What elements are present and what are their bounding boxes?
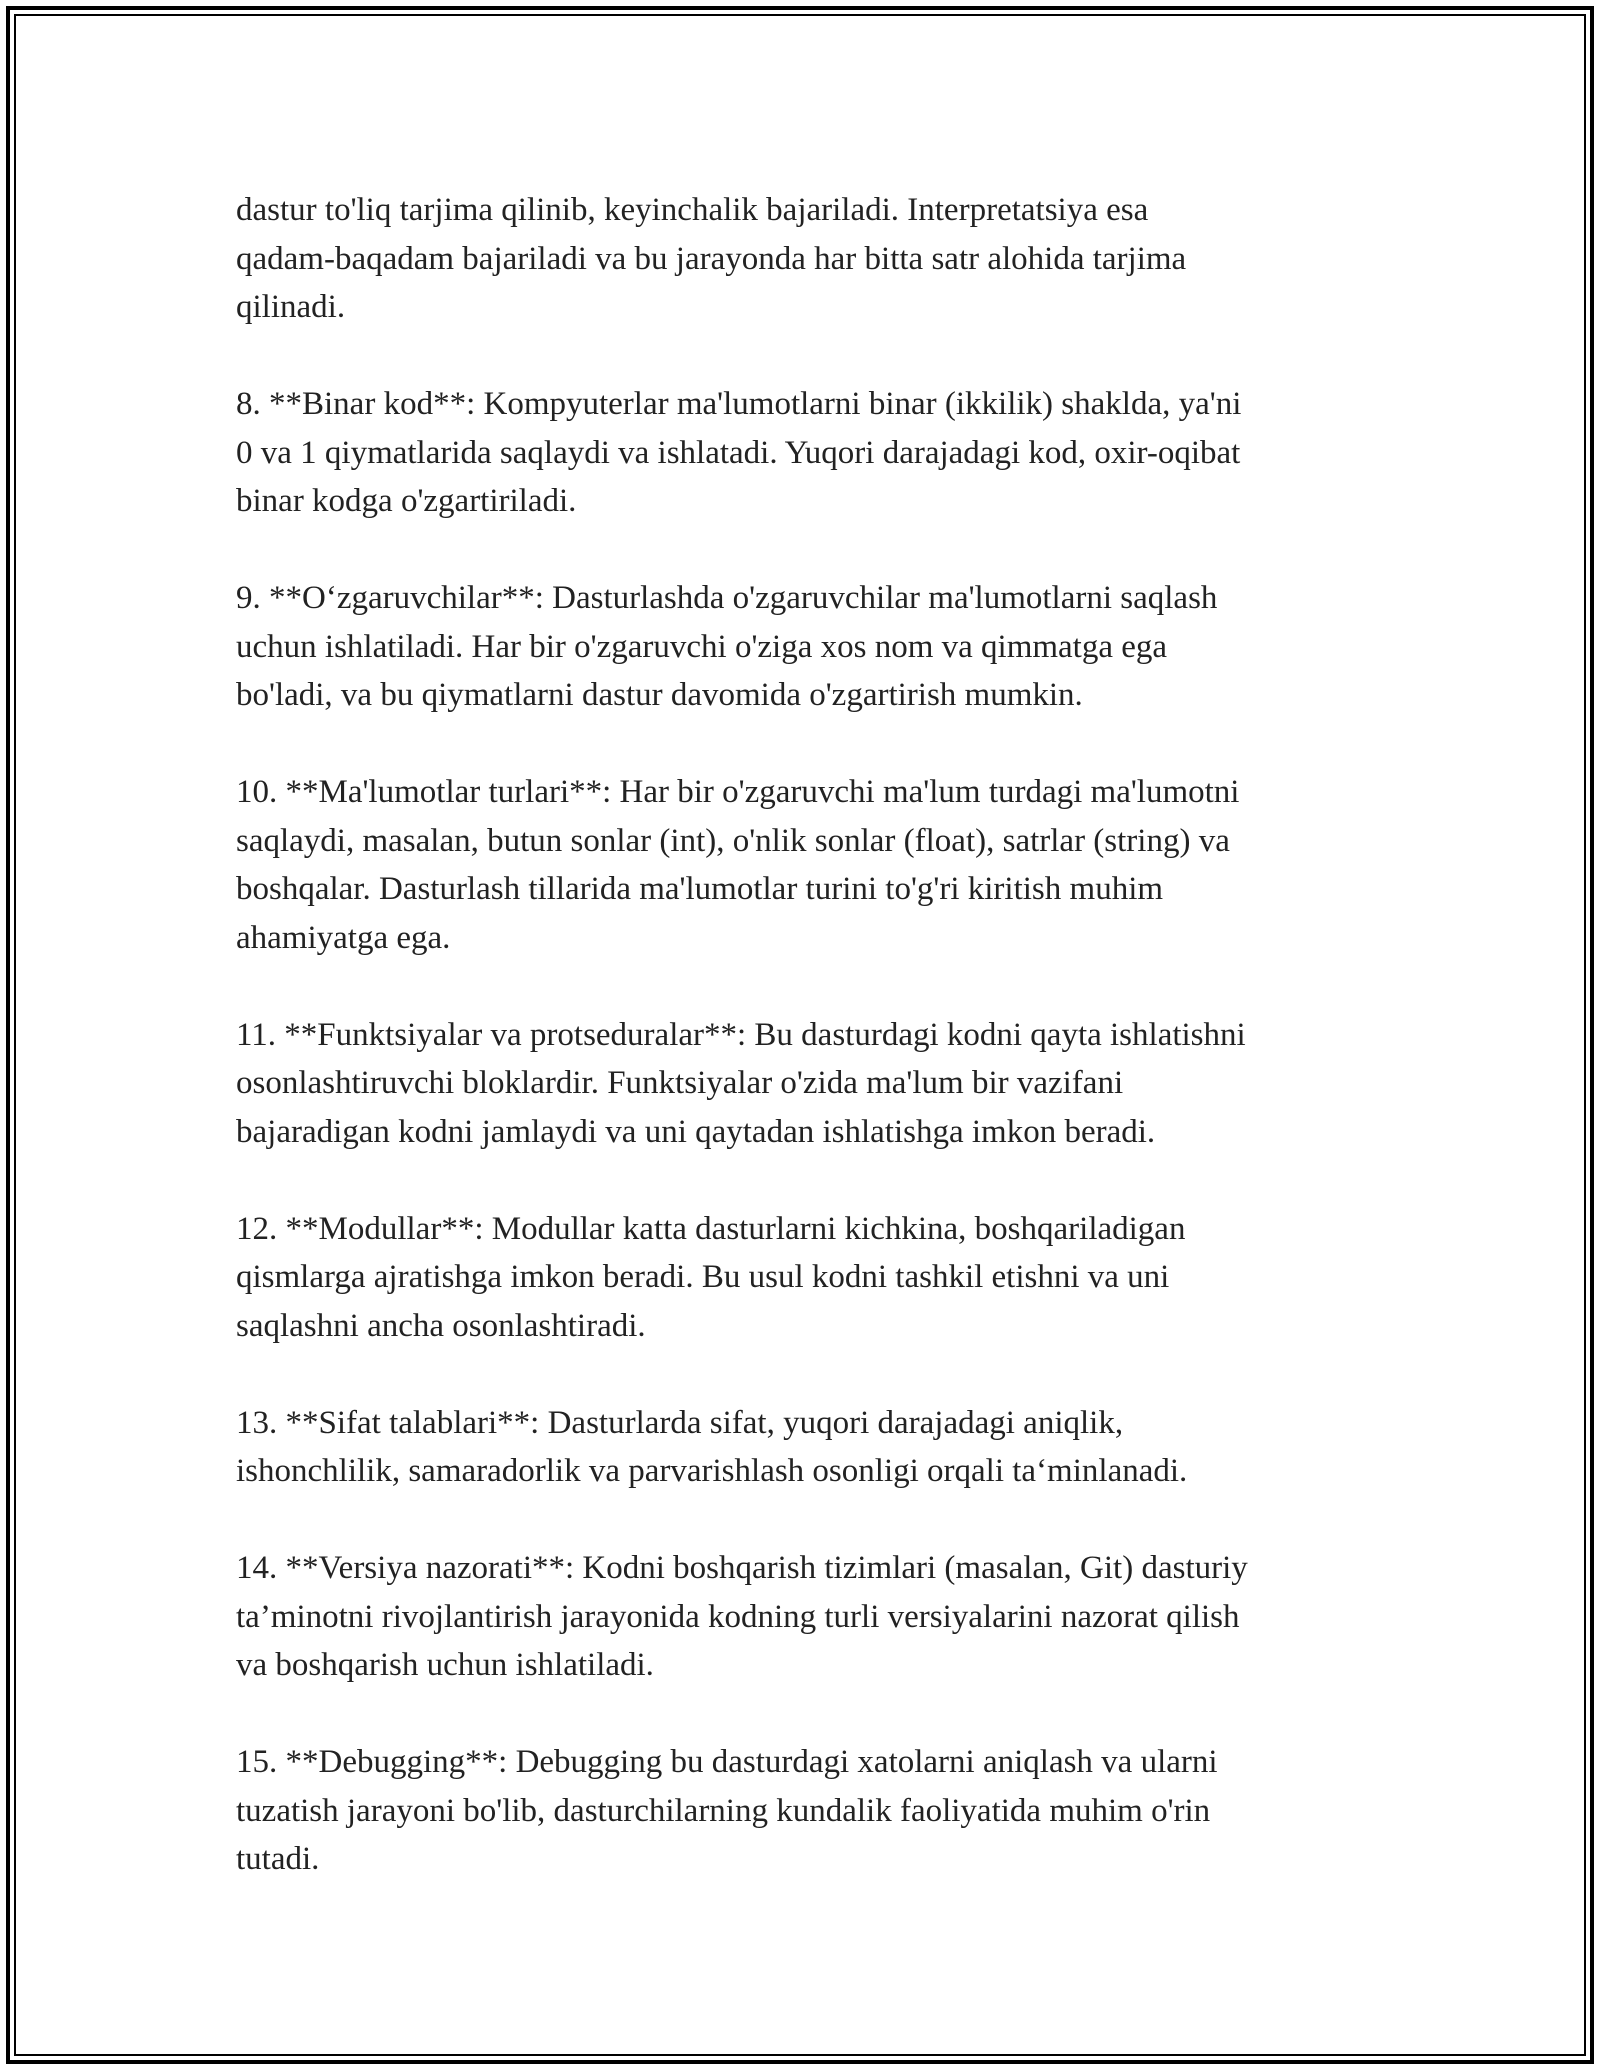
document-body (236, 186, 1386, 1932)
text-line: binar kodga o'zgartiriladi. (236, 483, 577, 519)
text-line: qismlarga ajratishga imkon beradi. Bu usul kodni tashkil etishni va uni (236, 1259, 1170, 1295)
text-line: 10. **Ma'lumotlar turlari**: Har bir o'zgaruvchi ma'lum turdagi ma'lumotni (236, 774, 1240, 810)
text-line: bajaradigan kodni jamlaydi va uni qaytadan ishlatishga imkon beradi. (236, 1113, 1156, 1150)
text-line: tutadi. (236, 1841, 320, 1877)
paragraph-binar-kod (236, 380, 1386, 526)
text-line: tuzatish jarayoni bo'lib, dasturchilarning kundalik faoliyatida muhim o'rin (236, 1792, 1211, 1829)
text-line: saqlaydi, masalan, butun sonlar (int), o'nlik sonlar (float), satrlar (string) va (236, 822, 1230, 859)
text-line: 9. **O‘zgaruvchilar**: Dasturlashda o'zgaruvchilar ma'lumotlarni saqlash (236, 580, 1218, 616)
text-line: bo'ladi, va bu qiymatlarni dastur davomida o'zgartirish mumkin. (236, 677, 1083, 713)
text-line: 13. **Sifat talablari**: Dasturlarda sifat, yuqori darajadagi aniqlik, (236, 1404, 1124, 1441)
text-line: 12. **Modullar**: Modullar katta dasturlarni kichkina, boshqariladigan (236, 1210, 1186, 1247)
text-line: qadam-baqadam bajariladi va bu jarayonda har bitta satr alohida tarjima (236, 240, 1187, 277)
text-line: 11. **Funktsiyalar va protseduralar**: Bu dasturdagi kodni qayta ishlatishni (236, 1016, 1246, 1053)
paragraph-funktsiyalar (236, 1011, 1386, 1157)
paragraph-versiya-nazorati (236, 1544, 1386, 1690)
text-line: ahamiyatga ega. (236, 919, 451, 956)
paragraph-ozgaruvchilar (236, 574, 1386, 720)
text-line: va boshqarish uchun ishlatiladi. (236, 1647, 654, 1683)
text-line: uchun ishlatiladi. Har bir o'zgaruvchi o'ziga xos nom va qimmatga ega (236, 628, 1168, 665)
text-line: boshqalar. Dasturlash tillarida ma'lumotlar turini to'g'ri kiritish muhim (236, 871, 1164, 907)
paragraph-modullar (236, 1205, 1386, 1351)
text-line: 15. **Debugging**: Debugging bu dasturdagi xatolarni aniqlash va ularni (236, 1744, 1218, 1780)
paragraph-continuation (236, 186, 1386, 332)
text-line: osonlashtiruvchi bloklardir. Funktsiyalar o'zida ma'lum bir vazifani (236, 1065, 1124, 1101)
text-line: 8. **Binar kod**: Kompyuterlar ma'lumotlarni binar (ikkilik) shaklda, ya'ni (236, 386, 1242, 422)
text-line: dastur to'liq tarjima qilinib, keyinchalik bajariladi. Interpretatsiya esa (236, 192, 1149, 228)
text-line: 14. **Versiya nazorati**: Kodni boshqarish tizimlari (masalan, Git) dasturiy (236, 1550, 1248, 1586)
text-line: saqlashni ancha osonlashtiradi. (236, 1307, 646, 1344)
paragraph-debugging (236, 1738, 1386, 1884)
text-line: 0 va 1 qiymatlarida saqlaydi va ishlatadi. Yuqori darajadagi kod, oxir-oqibat (236, 434, 1241, 471)
paragraph-sifat-talablari (236, 1399, 1386, 1496)
text-line: qilinadi. (236, 289, 346, 325)
text-line: ishonchlilik, samaradorlik va parvarishlash osonligi orqali ta‘minlanadi. (236, 1453, 1188, 1489)
text-line: ta’minotni rivojlantirish jarayonida kodning turli versiyalarini nazorat qilish (236, 1598, 1240, 1635)
paragraph-malumotlar-turlari (236, 768, 1386, 962)
